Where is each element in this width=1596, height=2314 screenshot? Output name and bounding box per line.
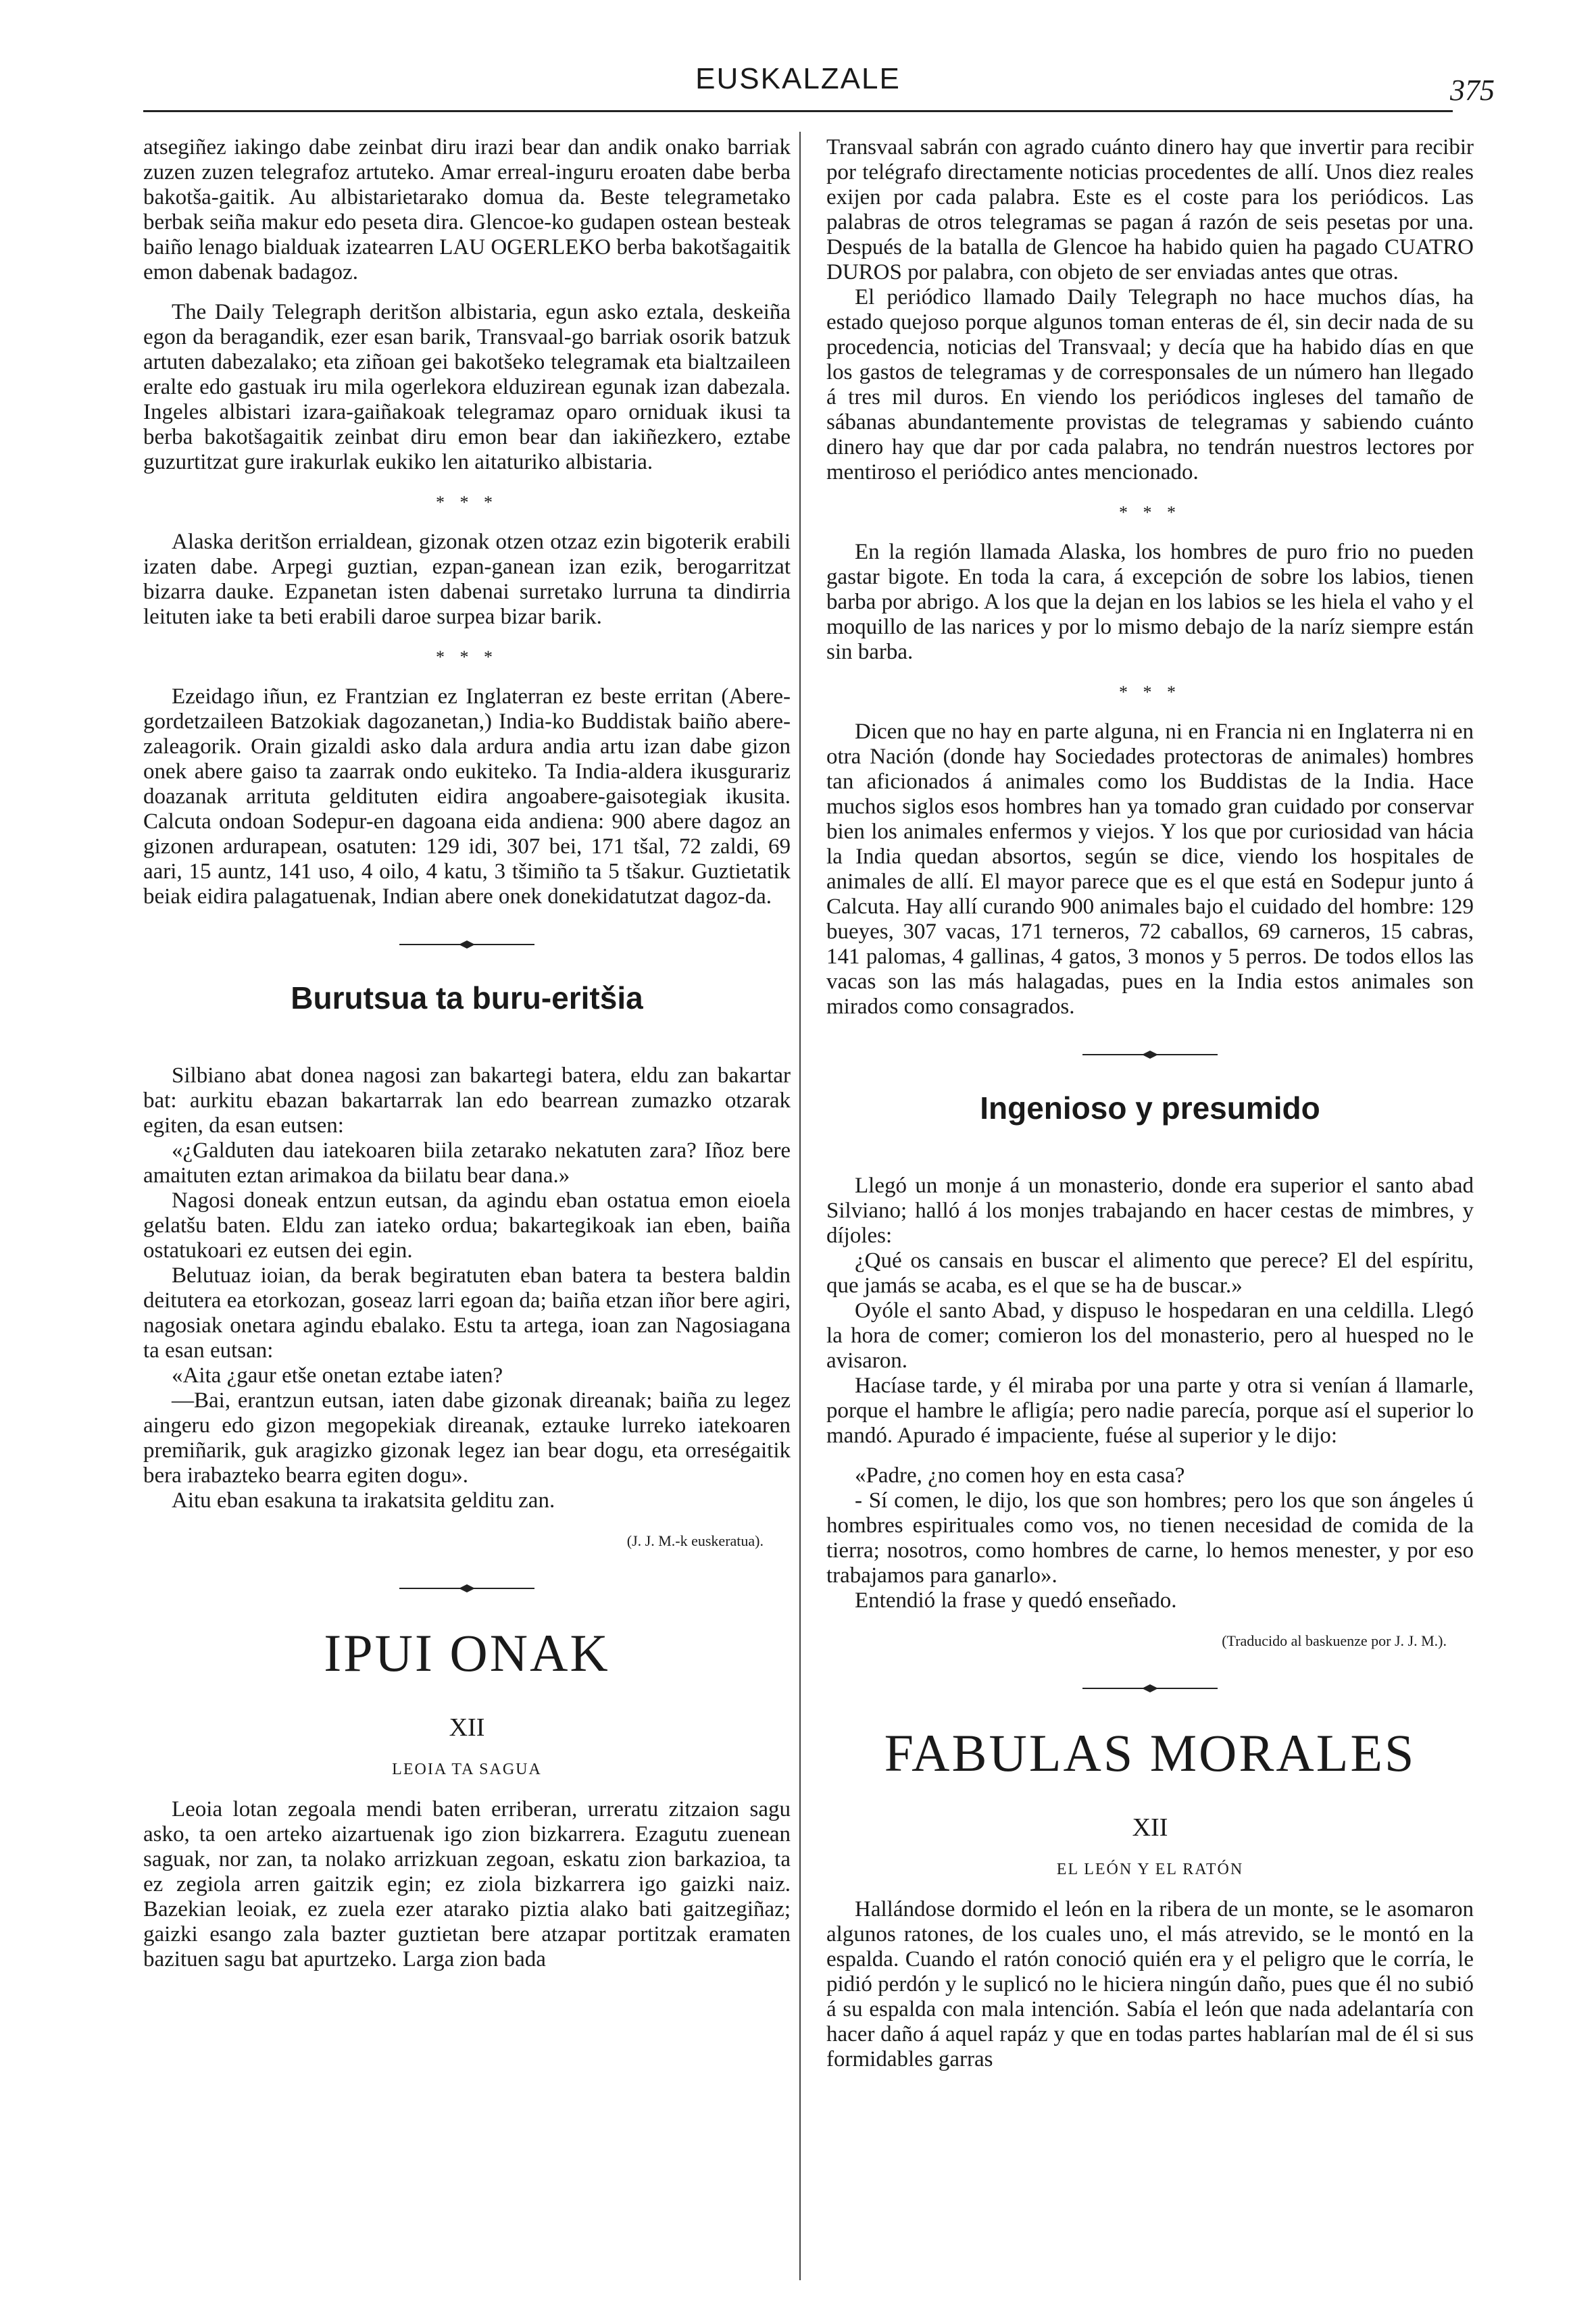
ornament-divider bbox=[1082, 1683, 1218, 1694]
translation-credit: (Traducido al baskuenze por J. J. M.). bbox=[1222, 1632, 1447, 1649]
translation-credit: (J. J. M.-k euskeratua). bbox=[626, 1532, 764, 1549]
paragraph: Llegó un monje á un monasterio, donde era superior el santo abad Silviano; halló á los monjes trabajando en hacer cestas de mimbres, y díjoles: bbox=[826, 1174, 1474, 1248]
left-column bbox=[143, 135, 791, 1972]
paragraph: Transvaal sabrán con agrado cuánto dinero hay que invertir para recibir por telégrafo directamente noticias procedentes de allí. Unos diez reales exijen por cada palabra. Este es el coste para los periódicos. Las palabras de otros telegramas se pagan á razón de seis pesetas por una. Después de la batalla de Glencoe ha habido quien ha pagado CUATRO DUROS por palabra, con objeto de ser enviadas antes que otras. bbox=[826, 135, 1474, 284]
paragraph: En la región llamada Alaska, los hombres de puro frio no pueden gastar bigote. En toda la cara, á excepción de sobre los labios, tienen barba por abrigo. A los que la dejan en los labios se les hiela el vaho y el moquillo de las narices y por lo mismo debajo de la naríz siempre están sin barba. bbox=[826, 540, 1474, 664]
paragraph: ¿Qué os cansais en buscar el alimento que perece? El del espíritu, que jamás se acaba, es el que se ha de buscar.» bbox=[826, 1249, 1474, 1298]
paragraph: Alaska deritšon errialdean, gizonak otzen otzaz ezin bigoterik erabili izaten dabe. Arpegi guztian, ezpan-ganean izan ezik, berogarritzat bizarra dauke. Ezpanetan isten dabenai surretako lurruna ta dindirria leituten iake ta beti erabili daroe surpea bizar barik. bbox=[143, 530, 791, 629]
paragraph: «Aita ¿gaur etše onetan eztabe iaten? bbox=[172, 1363, 503, 1388]
section-stars: * * * bbox=[436, 493, 498, 512]
paragraph: —Bai, erantzun eutsan, iaten dabe gizonak direanak; baiña zu legez aingeru edo gizon megopekiak direanak, eztauke lurreko iatekoaren premiñarik, guk aragizko gizonak legez ian bear dogu, eta orreségaitik bera irabazteko bearra egiten dogu». bbox=[143, 1388, 791, 1488]
section-stars: * * * bbox=[1119, 682, 1181, 702]
ornament-divider bbox=[399, 1583, 534, 1594]
paragraph: «Padre, ¿no comen hoy en esta casa? bbox=[855, 1463, 1185, 1488]
paragraph: Silbiano abat donea nagosi zan bakartegi batera, eldu zan bakartar bat: aurkitu ebazan bakartarrak lan edo bearrean zumazko otzarak egiten, da esan eutsen: bbox=[143, 1063, 791, 1138]
running-header-title: EUSKALZALE bbox=[695, 62, 901, 95]
paragraph: Ezeidago iñun, ez Frantzian ez Inglaterran ez beste erritan (Abere-gordetzaileen Batzokiak dagozanetan,) India-ko Buddistak baiño abere-zaleagorik. Orain gizaldi asko dala ardura andia artu izan dabe gizon onek abere gaiso ta zaarrak ondo eukiteko. Ta India-aldera ikusgurariz doazanak arrituta geldituten eidira angoabere-gaisotegiak ikusita. Calcuta ondoan Sodepur-en dagoana eida andiena: 900 abere dagoz an gizonen ardurapean, osatuten: 129 idi, 307 bei, 171 tšal, 72 zaldi, 69 aari, 15 auntz, 141 uso, 4 oilo, 4 katu, 3 tšimiño ta 5 tšakur. Guztietatik beiak eidira palagatuenak, Indian abere onek donekidatutzat dagoz-da. bbox=[143, 684, 791, 909]
paragraph: Aitu eban esakuna ta irakatsita gelditu zan. bbox=[172, 1488, 555, 1513]
section-stars: * * * bbox=[1119, 503, 1181, 522]
page-number: 375 bbox=[1450, 74, 1495, 107]
column-divider bbox=[799, 132, 801, 2280]
big-title: IPUI ONAK bbox=[324, 1624, 610, 1682]
fable-title: EL LEÓN Y EL RATÓN bbox=[1056, 1861, 1244, 1878]
paragraph: Entendió la frase y quedó enseñado. bbox=[855, 1588, 1177, 1613]
paragraph: Leoia lotan zegoala mendi baten erriberan, urreratu zitzaion sagu asko, ta oen arteko aizartuenak igo zion bizkarrera. Ezagutu zuenean saguak, nor zan, ta nolako arrizkuan zegoan, eskatu zion barkazioa, ta ez zegiola arren gaitzik egin; ez ziola bizkarrera igo gaizki naiz. Bazekian leoiak, ez zuela ezer atarako piztia alako bati gaitzegiñaz; gaizki esango zala bazter guztietan bere atzapar portitzak eramaten bazituen sagu bat apurtzeko. Larga zion bada bbox=[143, 1797, 791, 1971]
paragraph: - Sí comen, le dijo, los que son hombres; pero los que son ángeles ú hombres espirituales como vos, no tienen necesidad de comida de la tierra; nosotros, como hombres de carne, lo hemos menester, y por eso trabajamos para ganarlo». bbox=[826, 1488, 1474, 1588]
paragraph: atsegiñez iakingo dabe zeinbat diru irazi bear dan andik onako barriak zuzen zuzen telegrafoz artuteko. Amar erreal-inguru eroaten dabe berba bakotša-gaitik. Au albistarietarako domua da. Beste telegrametako berbak seiña makur edo peseta dira. Glencoe-ko gudapen ostean besteak baiño lenago bialduak izatearren LAU OGERLEKO berba bakotšagaitik emon dabenak badagoz. bbox=[143, 135, 791, 284]
paragraph: Belutuaz ioian, da berak begiratuten eban batera ta bestera baldin deitutera ea etorkozan, goseaz larri egoan da; baiña etzan iñor bere agiri, nagosiak onetara agindu ebalako. Estu ta artega, ioan zan Nagosiagana ta esan eutsan: bbox=[143, 1263, 791, 1363]
section-title: Burutsua ta buru-eritšia bbox=[291, 980, 643, 1015]
big-title: FABULAS MORALES bbox=[884, 1724, 1416, 1782]
ornament-divider bbox=[1082, 1049, 1218, 1060]
section-stars: * * * bbox=[436, 647, 498, 667]
fable-title: LEOIA TA SAGUA bbox=[392, 1761, 542, 1778]
paragraph: «¿Galduten dau iatekoaren biila zetarako nekatuten zara? Iñoz bere amaituten eztan arimakoa da biilatu bear dana.» bbox=[143, 1138, 791, 1188]
paragraph: Oyóle el santo Abad, y dispuso le hospedaran en una celdilla. Llegó la hora de comer; comieron los del monasterio, pero al huesped no le avisaron. bbox=[826, 1299, 1474, 1373]
ornament-divider bbox=[399, 939, 534, 950]
paragraph: The Daily Telegraph deritšon albistaria, egun asko eztala, deskeiña egon da beragandik, ezer esan barik, Transvaal-go barriak osorik batzuk artuten dabezalako; eta ziñoan gei bakotšeko telegramak eta bialtzaileen eralte edo gastuak iru mila ogerlekora elduzirean egunak izan dabezala. Ingeles albistari izara-gaiñakoak telegramaz oparo orniduak ikusi ta berba bakotšagaitik zeinbat diru emon bear dan iakiñezkero, eztabe guzurtitzat gure irakurlak eukiko len aitaturiko albistaria. bbox=[143, 300, 791, 474]
paragraph: Dicen que no hay en parte alguna, ni en Francia ni en Inglaterra ni en otra Nación (donde hay Sociedades protectoras de animales) hombres tan aficionados á animales como los Buddistas de la India. Hace muchos siglos esos hombres han ya tomado gran cuidado por conservar bien los animales enfermos y viejos. Y los que por curiosidad van hácia la India quedan absortos, según se dice, viendo los hospitales de animales de allí. El mayor parece que es el que está en Sodepur junto á Calcuta. Hay allí curando 900 animales bajo el cuidado del hombre: 129 bueyes, 307 vacas, 171 terneros, 72 caballos, 69 carneros, 15 cabras, 141 palomas, 4 gallinas, 4 gatos, 3 monos y 5 perros. De todos ellos las vacas son las más halagadas, pues en la India estos animales son mirados como consagrados. bbox=[826, 720, 1474, 1019]
paragraph: Hacíase tarde, y él miraba por una parte y otra si venían á llamarle, porque el hambre le afligía; pero nadie parecía, porque así el superior lo mandó. Apurado é impaciente, fuése al superior y le dijo: bbox=[826, 1374, 1474, 1448]
section-title: Ingenioso y presumido bbox=[980, 1090, 1320, 1126]
fable-number: XII bbox=[449, 1713, 485, 1742]
right-column bbox=[826, 135, 1474, 2072]
paragraph: Hallándose dormido el león en la ribera de un monte, se le asomaron algunos ratones, de los cuales uno, el más atrevido, se le montó en la espalda. Cuando el ratón conoció quién era y el peligro que le corría, le pidió perdón y le suplicó no le hiciera ningún daño, pues que él no subió á su espalda con mala intención. Sabía el león que nada adelantaría con hacer daño á aquel rapáz y que en todas partes hablarían mal de él si sus formidables garras bbox=[826, 1897, 1474, 2071]
header-rule bbox=[143, 110, 1453, 112]
paragraph: Nagosi doneak entzun eutsan, da agindu eban ostatua emon eioela gelatšu baten. Eldu zan iateko ordua; bakartegikoak ian eben, baiña ostatukoari ez eutsen dei egin. bbox=[143, 1188, 791, 1263]
paragraph: El periódico llamado Daily Telegraph no hace muchos días, ha estado quejoso porque algunos toman enteras de él, sin decir nada de su procedencia, noticias del Transvaal; y decía que ha habido días en que los gastos de telegramas y de corresponsales de un número han llegado á tres mil duros. En viendo los periódicos ingleses del tamaño de sábanas abundantemente provistas de telegramas y sabiendo cuánto dinero hay que dar por cada palabra, no tendrán nuestros lectores por mentiroso el periódico antes mencionado. bbox=[826, 285, 1474, 484]
fable-number: XII bbox=[1132, 1813, 1168, 1842]
